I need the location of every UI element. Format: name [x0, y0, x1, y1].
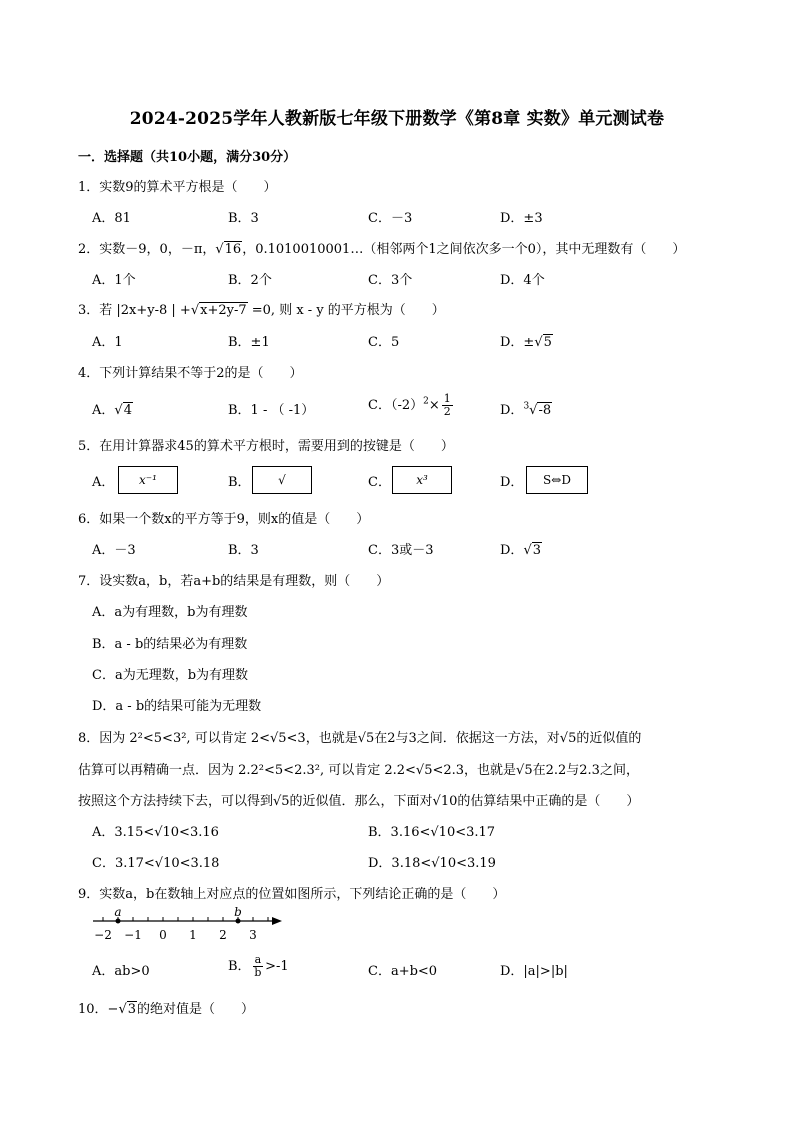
question-9-option-c: C．a+b<0: [368, 964, 438, 979]
question-4-option-c: C．$(-2)^2\times$ $\frac{1}{2}$: [368, 392, 451, 418]
question-2-option-d: D．4个: [500, 273, 545, 288]
question-3-stem: [78, 299, 445, 318]
question-3-option-c: C．5: [368, 335, 400, 350]
tick-label: 2: [219, 928, 227, 942]
question-2-option-b: B．2个: [228, 273, 272, 288]
question-7-stem: 7．设实数a，b，若a+b的结果是有理数，则（ ）: [78, 574, 390, 589]
tick-label: 1: [189, 928, 197, 942]
question-9-option-b: B． $\frac{a}{b}$ >-1: [228, 953, 289, 979]
question-4-option-a: A．√4: [92, 403, 132, 418]
question-8-option-b: B．3.16<√10<3.17: [368, 825, 496, 840]
question-9-option-d: D．|a|>|b|: [500, 964, 568, 979]
question-9-stem: 9．实数a，b在数轴上对应点的位置如图所示，下列结论正确的是（ ）: [78, 887, 506, 902]
point-b-dot: [236, 919, 241, 924]
question-1-option-d: D．±3: [500, 211, 543, 226]
number-line-figure: [88, 905, 288, 949]
question-1-option-c: C．－3: [368, 211, 413, 226]
question-2-stem: [78, 238, 685, 257]
question-10-stem: 10．−√3的绝对值是（ ）: [78, 1002, 255, 1017]
tick-label: −2: [94, 928, 112, 942]
tick-label: −1: [124, 928, 142, 942]
question-6-option-d: D．√3: [500, 543, 542, 558]
question-8-line-2: 估算可以再精确一点．因为 2.2²<5<2.3², 可以肯定 2.2<√5<2.3，也就是√5在2.2与2.3之间，: [78, 763, 639, 778]
key-s-d-toggle: S⇔D: [526, 466, 588, 494]
question-3-option-a: A．1: [92, 335, 123, 350]
question-6-option-c: C．3或－3: [368, 543, 434, 558]
question-8-line-1: 8．因为 2²<5<3², 可以肯定 2<√5<3，也就是√5在2与3之间．依据这一方法，对√5的近似值的: [78, 731, 642, 746]
question-3-stem-post: =0, 则 x - y 的平方根为（ ）: [247, 303, 445, 318]
question-6-option-a: A．－3: [92, 543, 136, 558]
question-2-option-c: C．3个: [368, 273, 413, 288]
question-3-stem-pre: 3．若 |2x+y-8 | +: [78, 303, 191, 318]
question-3-option-d: D．±√5: [500, 335, 552, 350]
question-2-stem-pre: 2．实数－9，0，－π，: [78, 242, 216, 257]
question-8-option-d: D．3.18<√10<3.19: [368, 856, 496, 871]
key-sqrt: √: [252, 466, 312, 494]
question-7-option-c: C．a为无理数，b为有理数: [92, 668, 249, 683]
point-a-label: a: [114, 905, 122, 919]
question-7-option-d: D．a - b的结果可能为无理数: [92, 699, 262, 714]
question-8-line-3: 按照这个方法持续下去，可以得到√5的近似值．那么，下面对√10的估算结果中正确的是（ ）: [78, 794, 640, 809]
question-5-option-d-label: D．: [500, 475, 524, 490]
sqrt-expression: √x+2y-7: [190, 303, 247, 318]
question-8-option-c: C．3.17<√10<3.18: [92, 856, 220, 871]
sqrt-16: √16: [215, 242, 242, 257]
question-5-option-b-label: B．: [228, 475, 251, 490]
question-5-stem: 5．在用计算器求45的算术平方根时，需要用到的按键是（ ）: [78, 439, 454, 454]
question-4-option-b: B．1 - （ -1）: [228, 403, 315, 418]
point-b-label: b: [234, 905, 242, 919]
question-4-stem: 4．下列计算结果不等于2的是（ ）: [78, 366, 303, 381]
tick-label: 3: [249, 928, 257, 942]
question-1-stem: 1．实数9的算术平方根是（ ）: [78, 180, 277, 195]
question-5-option-a-label: A．: [92, 475, 115, 490]
question-1-option-b: B．3: [228, 211, 259, 226]
tick-label: 0: [159, 928, 167, 942]
question-2-option-a: A．1个: [92, 273, 136, 288]
point-a-dot: [116, 919, 121, 924]
question-9-option-a: A．ab>0: [92, 964, 150, 979]
question-7-option-a: A．a为有理数，b为有理数: [92, 605, 248, 620]
question-4-option-d: D．$^3$√-8: [500, 401, 552, 418]
section-heading: 一．选择题（共10小题，满分30分）: [78, 150, 297, 165]
question-6-stem: 6．如果一个数x的平方等于9，则x的值是（ ）: [78, 512, 370, 527]
question-5-option-c-label: C．: [368, 475, 391, 490]
page-title: 2024-2025学年人教新版七年级下册数学《第8章 实数》单元测试卷: [129, 109, 665, 129]
question-7-option-b: B．a - b的结果必为有理数: [92, 637, 248, 652]
axis-arrow-icon: [272, 917, 282, 925]
question-8-option-a: A．3.15<√10<3.16: [92, 825, 219, 840]
question-1-option-a: A．81: [92, 211, 131, 226]
question-2-stem-post: ，0.1010010001…（相邻两个1之间依次多一个0），其中无理数有（ ）: [242, 242, 686, 257]
key-reciprocal: x⁻¹: [118, 466, 178, 494]
question-6-option-b: B．3: [228, 543, 259, 558]
question-3-option-b: B．±1: [228, 335, 270, 350]
key-cube: x³: [392, 466, 452, 494]
